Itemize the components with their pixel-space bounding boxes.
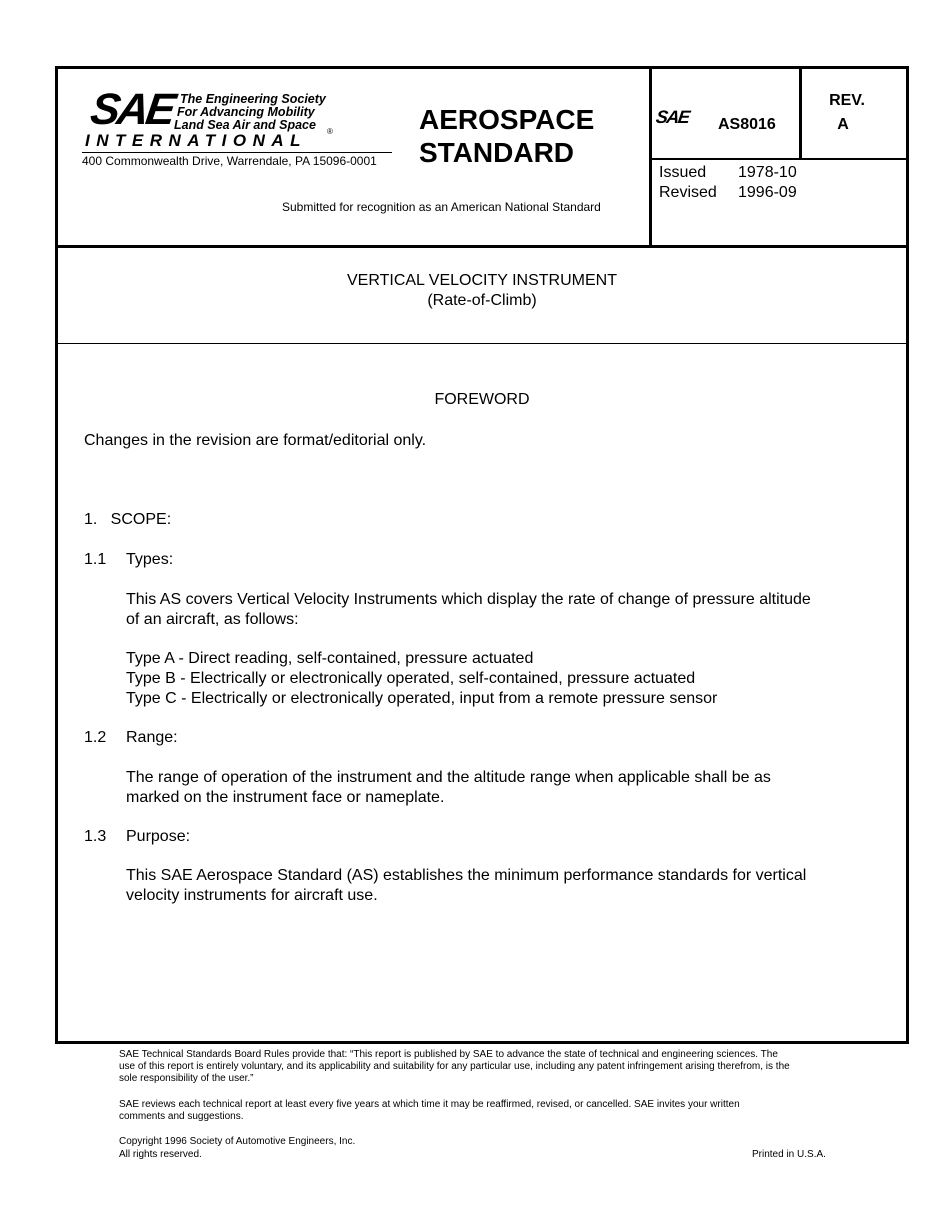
scope-heading: 1. SCOPE: [84, 511, 172, 528]
issued-date: 1978-10 [738, 164, 797, 181]
rules-notice-line-3: sole responsibility of the user.” [119, 1073, 254, 1084]
tagline-line-2: For Advancing Mobility [177, 105, 315, 119]
section-1-1-number: 1.1 [84, 551, 107, 568]
copyright-line-1: Copyright 1996 Society of Automotive Engineers, Inc. [119, 1136, 356, 1147]
document-subtitle: (Rate-of-Climb) [427, 292, 537, 309]
foreword-heading: FOREWORD [434, 391, 530, 408]
rev-value: A [837, 116, 849, 133]
sae-small-logo: SAE [654, 107, 690, 127]
address: 400 Commonwealth Drive, Warrendale, PA 15096-0001 [82, 154, 377, 168]
rev-column-divider [799, 66, 802, 159]
section-1-1-paragraph-line-1: This AS covers Vertical Velocity Instruments which display the rate of change of pressure altitude [126, 591, 811, 608]
revised-label: Revised [659, 184, 717, 201]
type-c-item: Type C - Electrically or electronically operated, input from a remote pressure sensor [126, 690, 718, 707]
section-1-3-number: 1.3 [84, 828, 107, 845]
printed-in: Printed in U.S.A. [752, 1149, 826, 1160]
foreword-text: Changes in the revision are format/editorial only. [84, 432, 427, 449]
document-number: AS8016 [718, 116, 776, 133]
section-1-3-paragraph-line-1: This SAE Aerospace Standard (AS) establishes the minimum performance standards for vertical [126, 867, 807, 884]
tagline-line-3: Land Sea Air and Space [174, 118, 316, 132]
issued-label: Issued [659, 164, 707, 181]
section-1-2-paragraph-line-2: marked on the instrument face or nameplate. [126, 789, 445, 806]
sae-logo: SAE [87, 85, 176, 134]
section-1-2-number: 1.2 [84, 729, 107, 746]
docno-divider [649, 158, 907, 160]
revised-date: 1996-09 [738, 184, 797, 201]
title-divider [55, 343, 909, 344]
section-1-1-paragraph-line-2: of an aircraft, as follows: [126, 611, 299, 628]
section-1-2-paragraph-line-1: The range of operation of the instrument and the altitude range when applicable shall be as [126, 769, 771, 786]
standard-type-line-1: AEROSPACE [419, 104, 595, 135]
tagline-line-1: The Engineering Society [180, 92, 326, 106]
section-1-3-title: Purpose: [126, 828, 191, 845]
type-a-item: Type A - Direct reading, self-contained, pressure actuated [126, 650, 534, 667]
standard-type-line-2: STANDARD [419, 137, 575, 168]
section-1-1-title: Types: [126, 551, 174, 568]
review-notice-line-1: SAE reviews each technical report at least every five years at which time it may be reaffirmed, revised, or cancelled. SAE invites your written [119, 1099, 740, 1110]
rev-label: REV. [829, 92, 865, 109]
review-notice-line-2: comments and suggestions. [119, 1111, 244, 1122]
registered-mark: ® [327, 127, 333, 136]
ansi-submission-note: Submitted for recognition as an American National Standard [282, 200, 601, 214]
copyright-line-2: All rights reserved. [119, 1149, 202, 1160]
type-b-item: Type B - Electrically or electronically operated, self-contained, pressure actuated [126, 670, 696, 687]
section-1-3-paragraph-line-2: velocity instruments for aircraft use. [126, 887, 378, 904]
header-divider [55, 245, 909, 248]
rules-notice-line-2: use of this report is entirely voluntary, and its applicability and suitability for any particular use, including any patent infringement arising therefrom, is the [119, 1061, 790, 1072]
header-column-divider [649, 66, 652, 247]
document-title: VERTICAL VELOCITY INSTRUMENT [347, 272, 617, 289]
section-1-2-title: Range: [126, 729, 178, 746]
international-wordmark: INTERNATIONAL [85, 131, 308, 150]
rules-notice-line-1: SAE Technical Standards Board Rules provide that: “This report is published by SAE to advance the state of technical and engineering sciences. The [119, 1049, 778, 1060]
logo-underline [82, 152, 392, 153]
